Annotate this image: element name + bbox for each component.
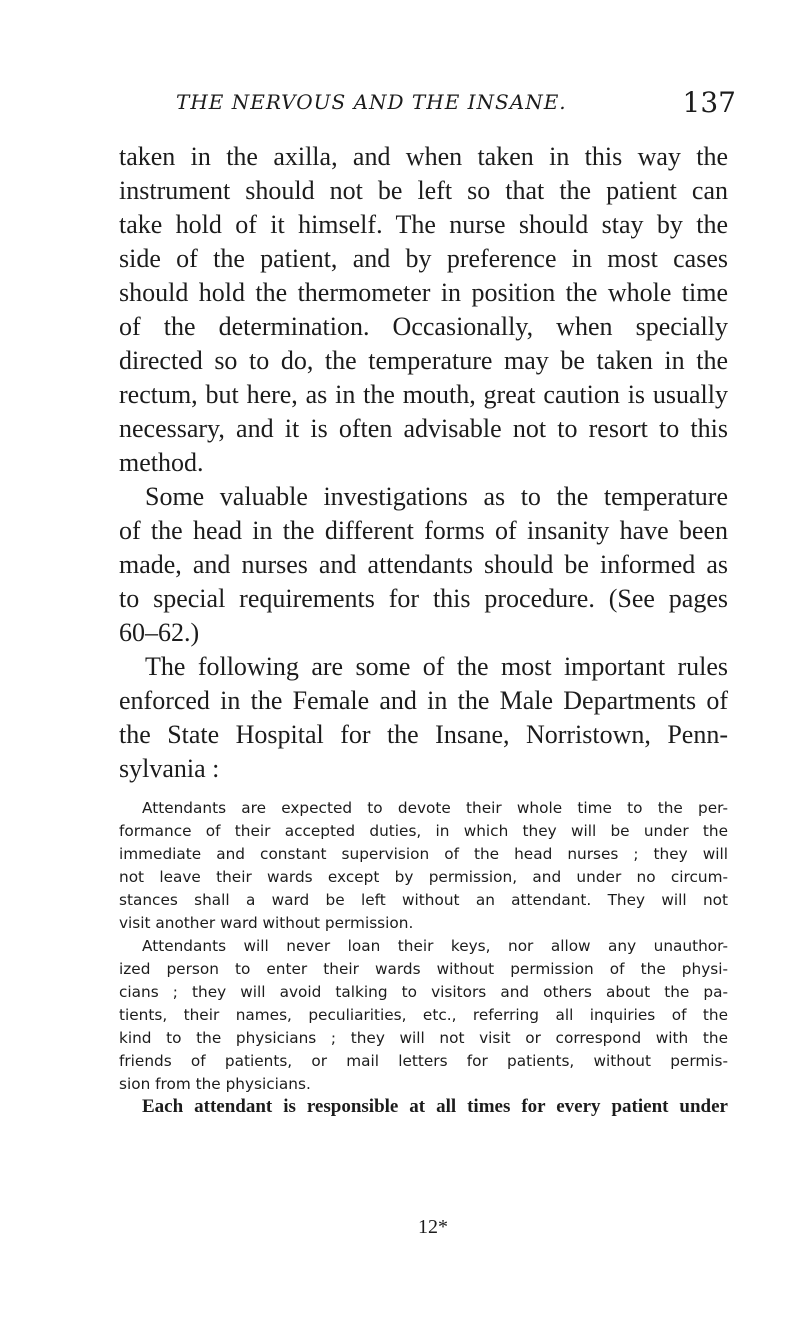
body-line: side of the patient, and by preference in most cases — [119, 244, 728, 273]
body-line: taken in the axilla, and when taken in this way the — [119, 142, 728, 171]
rule-line: kind to the physicians ; they will not visit or correspond with the — [119, 1029, 728, 1047]
body-line: The following are some of the most important rules — [145, 652, 728, 681]
running-title: THE NERVOUS AND THE INSANE. — [176, 90, 567, 114]
body-line: of the determination. Occasionally, when specially — [119, 312, 728, 341]
body-line: should hold the thermometer in position the whole time — [119, 278, 728, 307]
rule-line: visit another ward without permission. — [119, 914, 414, 932]
body-line: instrument should not be left so that the patient can — [119, 176, 728, 205]
body-line: Some valuable investigations as to the temperature — [145, 482, 728, 511]
rule-line: friends of patients, or mail letters for patients, without permis- — [119, 1052, 728, 1070]
body-line: made, and nurses and attendants should be informed as — [119, 550, 728, 579]
page-number: 137 — [682, 86, 736, 119]
rule-line: formance of their accepted duties, in which they will be under the — [119, 822, 728, 840]
rule-line: immediate and constant supervision of the head nurses ; they will — [119, 845, 728, 863]
body-line: sylvania : — [119, 754, 220, 783]
body-line: of the head in the different forms of insanity have been — [119, 516, 728, 545]
body-line: enforced in the Female and in the Male Departments of — [119, 686, 728, 715]
body-line: method. — [119, 448, 204, 477]
body-line: directed so to do, the temperature may be taken in the — [119, 346, 728, 375]
rule-line: ized person to enter their wards without permission of the physi- — [119, 960, 728, 978]
body-line: the State Hospital for the Insane, Norristown, Penn- — [119, 720, 728, 749]
body-line: 60–62.) — [119, 618, 200, 647]
rule-line: not leave their wards except by permission, and under no circum- — [119, 868, 728, 886]
rule-line: stances shall a ward be left without an attendant. They will not — [119, 891, 728, 909]
body-line: to special requirements for this procedure. (See pages — [119, 584, 728, 613]
signature-mark: 12* — [418, 1216, 448, 1238]
rule-line: Attendants are expected to devote their whole time to the per- — [142, 799, 728, 817]
rule-line: tients, their names, peculiarities, etc., referring all inquiries of the — [119, 1006, 728, 1024]
rule-line: sion from the physicians. — [119, 1075, 311, 1093]
rule-line: Attendants will never loan their keys, nor allow any unauthor- — [142, 937, 728, 955]
rule-line: Each attendant is responsible at all times for every patient under — [142, 1096, 728, 1117]
body-line: rectum, but here, as in the mouth, great caution is usually — [119, 380, 728, 409]
body-line: necessary, and it is often advisable not to resort to this — [119, 414, 728, 443]
body-line: take hold of it himself. The nurse should stay by the — [119, 210, 728, 239]
page-header — [166, 86, 736, 126]
rule-line: cians ; they will avoid talking to visitors and others about the pa- — [119, 983, 728, 1001]
